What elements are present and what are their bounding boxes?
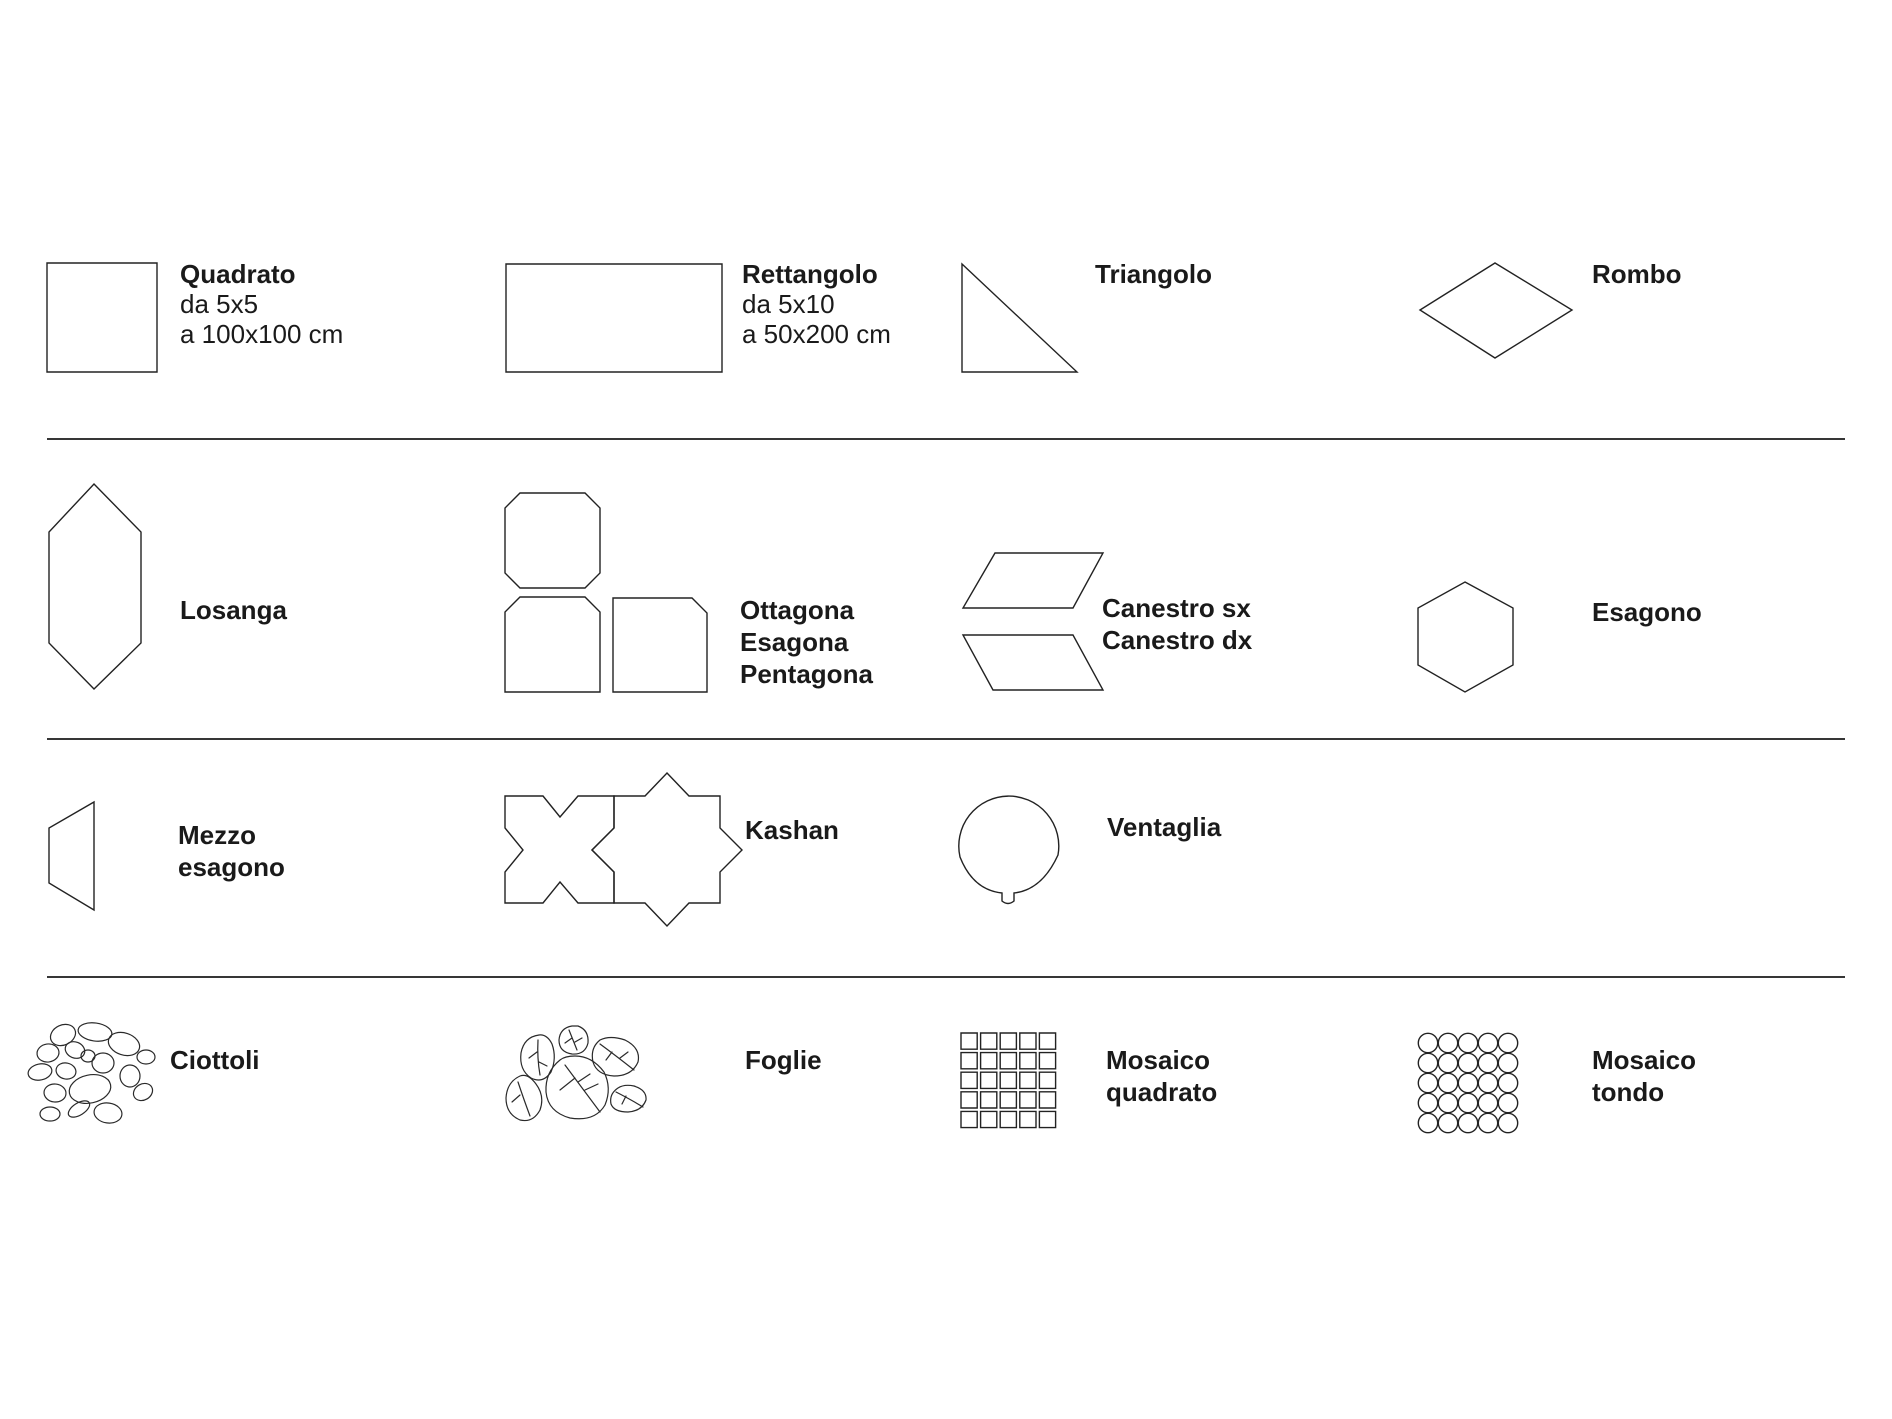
quadrato-size-from: da 5x5 [180, 289, 259, 319]
triangolo-label [1095, 259, 1212, 289]
ventaglia-shape [959, 796, 1059, 903]
mezzo-esagono-label [178, 819, 285, 883]
mosaico-quadrato-label [1106, 1044, 1217, 1108]
losanga-title: Losanga [180, 595, 287, 625]
esagona-shape [505, 597, 600, 692]
losanga-shape [49, 484, 141, 689]
foglie-shape [506, 1026, 646, 1121]
ventaglia-label [1107, 811, 1221, 843]
canestro-dx-shape [963, 635, 1103, 690]
foglie-title: Foglie [745, 1045, 822, 1075]
foglie-label [745, 1044, 822, 1076]
esagono-shape [1418, 582, 1513, 692]
rombo-shape [1420, 263, 1572, 358]
kashan-label [745, 814, 839, 846]
canestro-label [1102, 592, 1252, 656]
rettangolo-size-from: da 5x10 [742, 289, 835, 319]
mosaico-quadrato-title: Mosaico [1106, 1045, 1211, 1075]
pentagona-title: Pentagona [740, 659, 873, 689]
quadrato-size-to: a 100x100 cm [180, 319, 344, 349]
mosaico-tondo-title: Mosaico [1592, 1045, 1697, 1075]
rettangolo-label [742, 259, 891, 349]
esagono-title: Esagono [1592, 597, 1702, 627]
ottagona-label [740, 594, 873, 690]
mezzo-esagono-title: esagono [178, 852, 285, 882]
ventaglia-title: Ventaglia [1107, 812, 1222, 842]
quadrato-shape [47, 263, 157, 372]
ciottoli-shape [27, 1020, 156, 1124]
ottagona-shape [505, 493, 600, 588]
kashan-star-shape [592, 773, 742, 926]
mezzo-esagono-shape [49, 802, 94, 910]
esagono-label [1592, 596, 1702, 628]
rettangolo-title: Rettangolo [742, 259, 878, 289]
mosaico-quadrato-grid [961, 1033, 1056, 1128]
quadrato-title: Quadrato [180, 259, 296, 289]
rombo-label [1592, 259, 1682, 289]
canestro-sx-shape [963, 553, 1103, 608]
ottagona-title: Ottagona [740, 595, 855, 625]
quadrato-label [180, 259, 343, 349]
rettangolo-size-to: a 50x200 cm [742, 319, 891, 349]
ciottoli-title: Ciottoli [170, 1045, 260, 1075]
canestro-dx-title: Canestro dx [1102, 625, 1253, 655]
mosaico-tondo-grid [1418, 1033, 1517, 1132]
triangolo-shape [962, 264, 1077, 372]
ciottoli-label [170, 1044, 260, 1076]
losanga-label [180, 594, 287, 626]
kashan-cross-shape [505, 796, 614, 903]
mosaico-tondo-subtitle: tondo [1592, 1077, 1665, 1107]
esagona-title: Esagona [740, 627, 849, 657]
mezzo-title: Mezzo [178, 820, 256, 850]
mosaico-tondo-label [1592, 1044, 1696, 1108]
rombo-title: Rombo [1592, 259, 1682, 289]
canestro-sx-title: Canestro sx [1102, 593, 1251, 623]
mosaico-quadrato-subtitle: quadrato [1106, 1077, 1218, 1107]
kashan-title: Kashan [745, 815, 839, 845]
pentagona-shape [613, 598, 707, 692]
rettangolo-shape [506, 264, 722, 372]
triangolo-title: Triangolo [1095, 259, 1212, 289]
